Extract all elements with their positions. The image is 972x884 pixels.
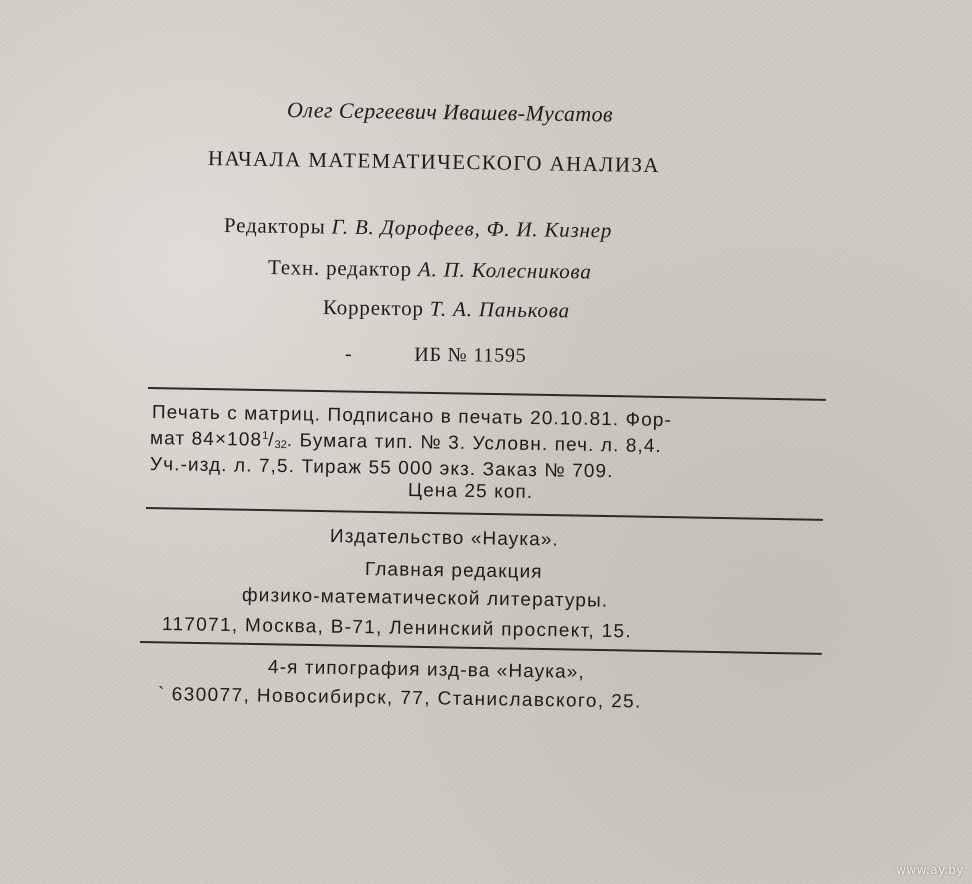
publisher-name: Издательство «Наука».: [329, 526, 560, 551]
print-format-text: мат 84×108: [149, 428, 263, 451]
print-info-line-1: Печать с матриц. Подписано в печать 20.10.81. Фор-: [151, 402, 673, 432]
printing-house-name: 4-я типография изд-ва «Наука»,: [267, 657, 585, 683]
publisher-address: 117071, Москва, В-71, Ленинский проспект, 15.: [161, 614, 633, 643]
ib-number: [345, 343, 527, 368]
print-info-line-2: [150, 428, 662, 458]
print-info-line-3: Уч.-изд. л. 7,5. Тираж 55 000 экз. Заказ № 709.: [149, 454, 614, 483]
divider-rule-bottom: [140, 641, 822, 655]
tech-editor-credit: [268, 255, 592, 285]
editors-label: Редакторы: [223, 213, 326, 239]
author-name: Олег Сергеевич Ивашев-Мусатов: [286, 97, 614, 127]
format-fraction-slash: /: [268, 429, 275, 451]
price-line: Цена 25 коп.: [407, 480, 534, 503]
ib-text: ИБ № 11595: [414, 343, 527, 367]
tech-editor-names: А. П. Колесникова: [417, 257, 592, 284]
stray-mark: `: [157, 684, 166, 706]
publisher-department: Главная редакция: [364, 559, 543, 583]
format-fraction-numerator: 1: [262, 429, 269, 442]
editors-credit: [224, 213, 613, 243]
book-title: НАЧАЛА МАТЕМАТИЧЕСКОГО АНАЛИЗА: [207, 146, 661, 178]
corrector-names: Т. А. Панькова: [429, 296, 571, 323]
printing-house-address-text: 630077, Новосибирск, 77, Станиславского, 25.: [171, 684, 642, 713]
site-watermark: www.ay.by: [896, 863, 964, 877]
divider-rule-top: [148, 387, 826, 401]
print-paper-text: . Бумага тип. № 3. Условн. печ. л. 8,4.: [286, 430, 663, 458]
publisher-department-subject: физико-математической литературы.: [241, 585, 609, 612]
ib-dash: -: [344, 343, 353, 366]
tech-editor-label: Техн. редактор: [267, 255, 413, 282]
corrector-credit: [323, 295, 570, 323]
divider-rule-middle: [146, 507, 823, 521]
editors-names: Г. В. Дорофеев, Ф. И. Кизнер: [331, 214, 613, 243]
corrector-label: Корректор: [322, 295, 424, 321]
printing-house-address: [158, 684, 642, 714]
format-fraction-denominator: 32: [274, 438, 287, 452]
